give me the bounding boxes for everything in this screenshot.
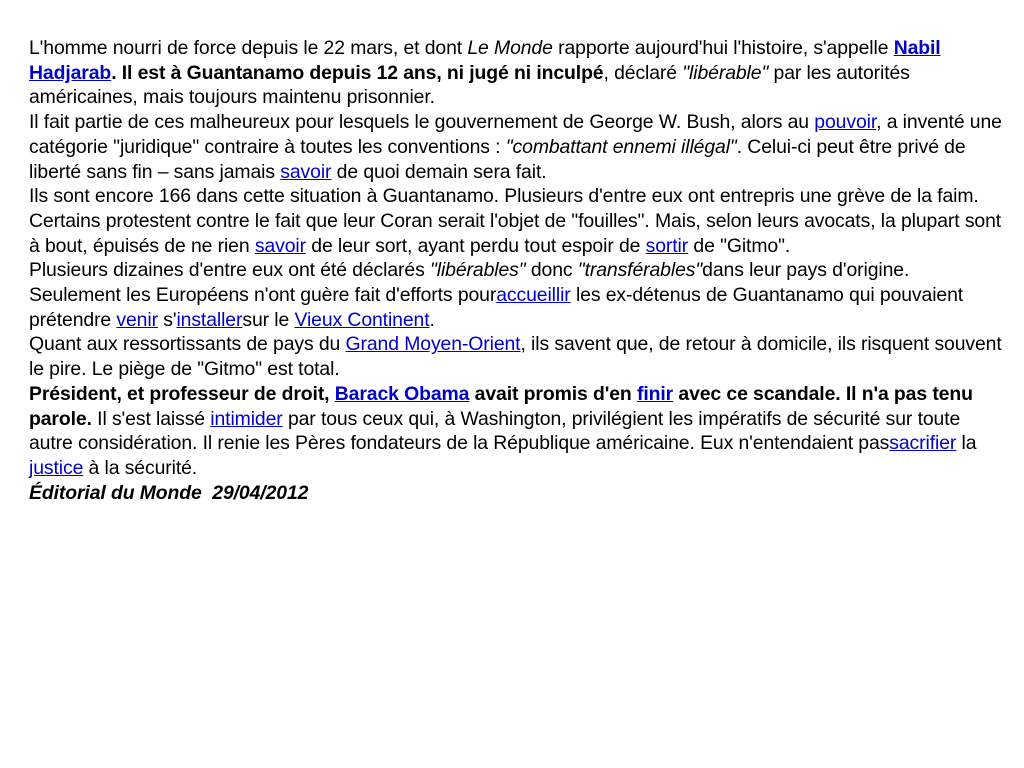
le-monde-italic: Le Monde (467, 37, 553, 59)
paragraph-5 (29, 332, 1004, 381)
text-run: par tous ceux qui, à Washington, privilégient les impératifs de sécurité sur toute autre considération. Il renie les Pères fondateurs de la République américaine. Eux n'entendaient pas (29, 407, 961, 455)
paragraph-3 (29, 184, 1004, 258)
liberable-italic: "libérable" (682, 61, 769, 84)
link-sacrifier[interactable]: sacrifier (889, 432, 957, 455)
text-run: Plusieurs dizaines d'entre eux ont été déclarés (29, 259, 430, 282)
text-run: Il s'est laissé (91, 407, 211, 430)
text-run: à la sécurité. (83, 456, 198, 479)
bold-statement: avait promis d'en (469, 382, 637, 405)
combattant-italic: "combattant ennemi illégal" (505, 135, 737, 158)
link-finir[interactable]: finir (636, 382, 674, 405)
link-installer[interactable]: installer (176, 308, 243, 331)
link-barack-obama[interactable]: Barack Obama (334, 382, 470, 405)
text-run: , a inventé une catégorie "juridique" contraire à toutes les conventions : (29, 111, 1002, 158)
paragraph-4 (29, 258, 1004, 332)
text-run: dans leur pays d'origine. Seulement les Européens n'ont guère fait d'efforts pour (29, 259, 910, 307)
link-vieux-continent[interactable]: Vieux Continent (294, 308, 430, 331)
transferables-italic: "transférables" (577, 259, 703, 282)
link-pouvoir[interactable]: pouvoir (814, 111, 877, 134)
editorial-signature: Éditorial du Monde 29/04/2012 (29, 481, 309, 504)
text-run: L'homme nourri de force depuis le 22 mars, et dont (29, 37, 468, 59)
liberables-italic: "libérables" (429, 259, 526, 282)
bold-statement: Président, et professeur de droit, (29, 382, 335, 405)
text-run: sur le (242, 308, 295, 331)
paragraph-1 (29, 36, 1004, 110)
link-savoir-2[interactable]: savoir (254, 234, 306, 257)
text-run: rapporte aujourd'hui l'histoire, s'appelle (552, 37, 894, 59)
text-run: les ex-détenus de Guantanamo qui pouvaient prétendre (29, 284, 964, 331)
paragraph-2 (29, 110, 1004, 184)
text-run: Quant aux ressortissants de pays du (29, 333, 346, 356)
editorial-text-block (29, 36, 1004, 505)
link-venir[interactable]: venir (116, 308, 158, 331)
text-run: de leur sort, ayant perdu tout espoir de (305, 234, 646, 257)
link-savoir[interactable]: savoir (280, 160, 332, 183)
text-run: par les autorités américaines, mais toujours maintenu prisonnier. (29, 61, 910, 109)
text-run: s' (157, 308, 177, 331)
text-run: . Celui-ci peut être privé de liberté sans fin – sans jamais (29, 135, 966, 183)
text-run: de quoi demain sera fait. (331, 160, 547, 183)
link-sortir[interactable]: sortir (645, 234, 689, 257)
link-grand-moyen-orient[interactable]: Grand Moyen-Orient (345, 333, 521, 356)
text-run: Ils sont encore 166 dans cette situation à Guantanamo. Plusieurs d'entre eux ont entrepris une grève de la faim. Certains protestent contre le fait que leur Coran serait l'objet de "fouilles". Mais, selon leurs avocats, la plupart sont à bout, épuisés de ne rien (29, 185, 1002, 257)
text-run: . (429, 308, 435, 331)
link-accueillir[interactable]: accueillir (496, 284, 571, 307)
text-run: Il fait partie de ces malheureux pour lesquels le gouvernement de George W. Bush, alors au (29, 111, 815, 134)
text-run: la (956, 432, 977, 455)
link-nabil-hadjarab[interactable]: Nabil Hadjarab (29, 37, 941, 84)
bold-statement: . Il est à Guantanamo depuis 12 ans, ni jugé ni inculpé (111, 61, 604, 84)
link-justice[interactable]: justice (29, 456, 84, 479)
link-intimider[interactable]: intimider (210, 407, 283, 430)
bold-statement: avec ce scandale. Il n'a pas tenu parole. (29, 382, 973, 430)
text-run: donc (525, 259, 578, 282)
text-run: , déclaré (603, 61, 683, 84)
text-run: , ils savent que, de retour à domicile, ils risquent souvent le pire. Le piège de "Gitmo" est total. (29, 333, 1002, 381)
text-run: de "Gitmo". (688, 234, 791, 257)
paragraph-6 (29, 382, 1004, 481)
